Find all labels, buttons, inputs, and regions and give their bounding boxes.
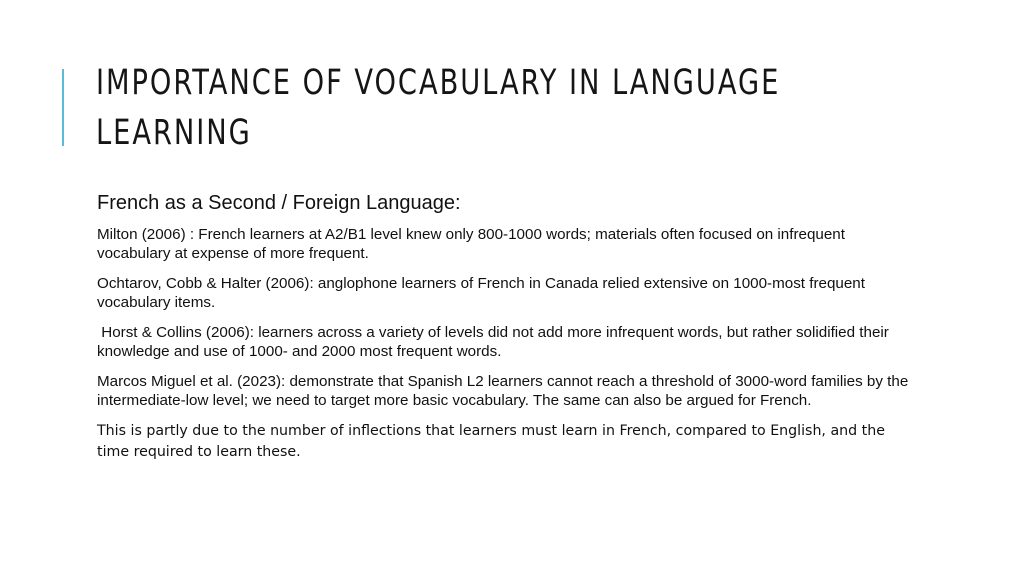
title-line-1: IMPORTANCE OF VOCABULARY IN LANGUAGE: [96, 63, 781, 103]
title-accent-bar: [62, 69, 64, 146]
slide-body: [97, 192, 917, 474]
paragraph-horst-collins: Horst & Collins (2006): learners across a variety of levels did not add more infrequent words, but rather solidified their knowledge and use of 1000- and 2000 most frequent words.: [97, 324, 894, 360]
subheading: French as a Second / Foreign Language:: [97, 192, 461, 214]
title-line-2: LEARNING: [96, 113, 252, 153]
paragraph-inflections: This is partly due to the number of inflections that learners must learn in French, compared to English, and the time required to learn these.: [97, 423, 885, 460]
slide-title: [96, 58, 782, 158]
paragraph-marcos-miguel: Marcos Miguel et al. (2023): demonstrate that Spanish L2 learners cannot reach a threshold of 3000-word families by the intermediate-low level; we need to target more basic vocabulary. The same can also be argued for French.: [97, 373, 909, 409]
paragraph-ochtarov: Ochtarov, Cobb & Halter (2006): anglophone learners of French in Canada relied extensive on 1000-most frequent vocabulary items.: [97, 275, 865, 311]
paragraph-milton: Milton (2006) : French learners at A2/B1 level knew only 800-1000 words; materials often focused on infrequent vocabulary at expense of more frequent.: [97, 226, 845, 262]
